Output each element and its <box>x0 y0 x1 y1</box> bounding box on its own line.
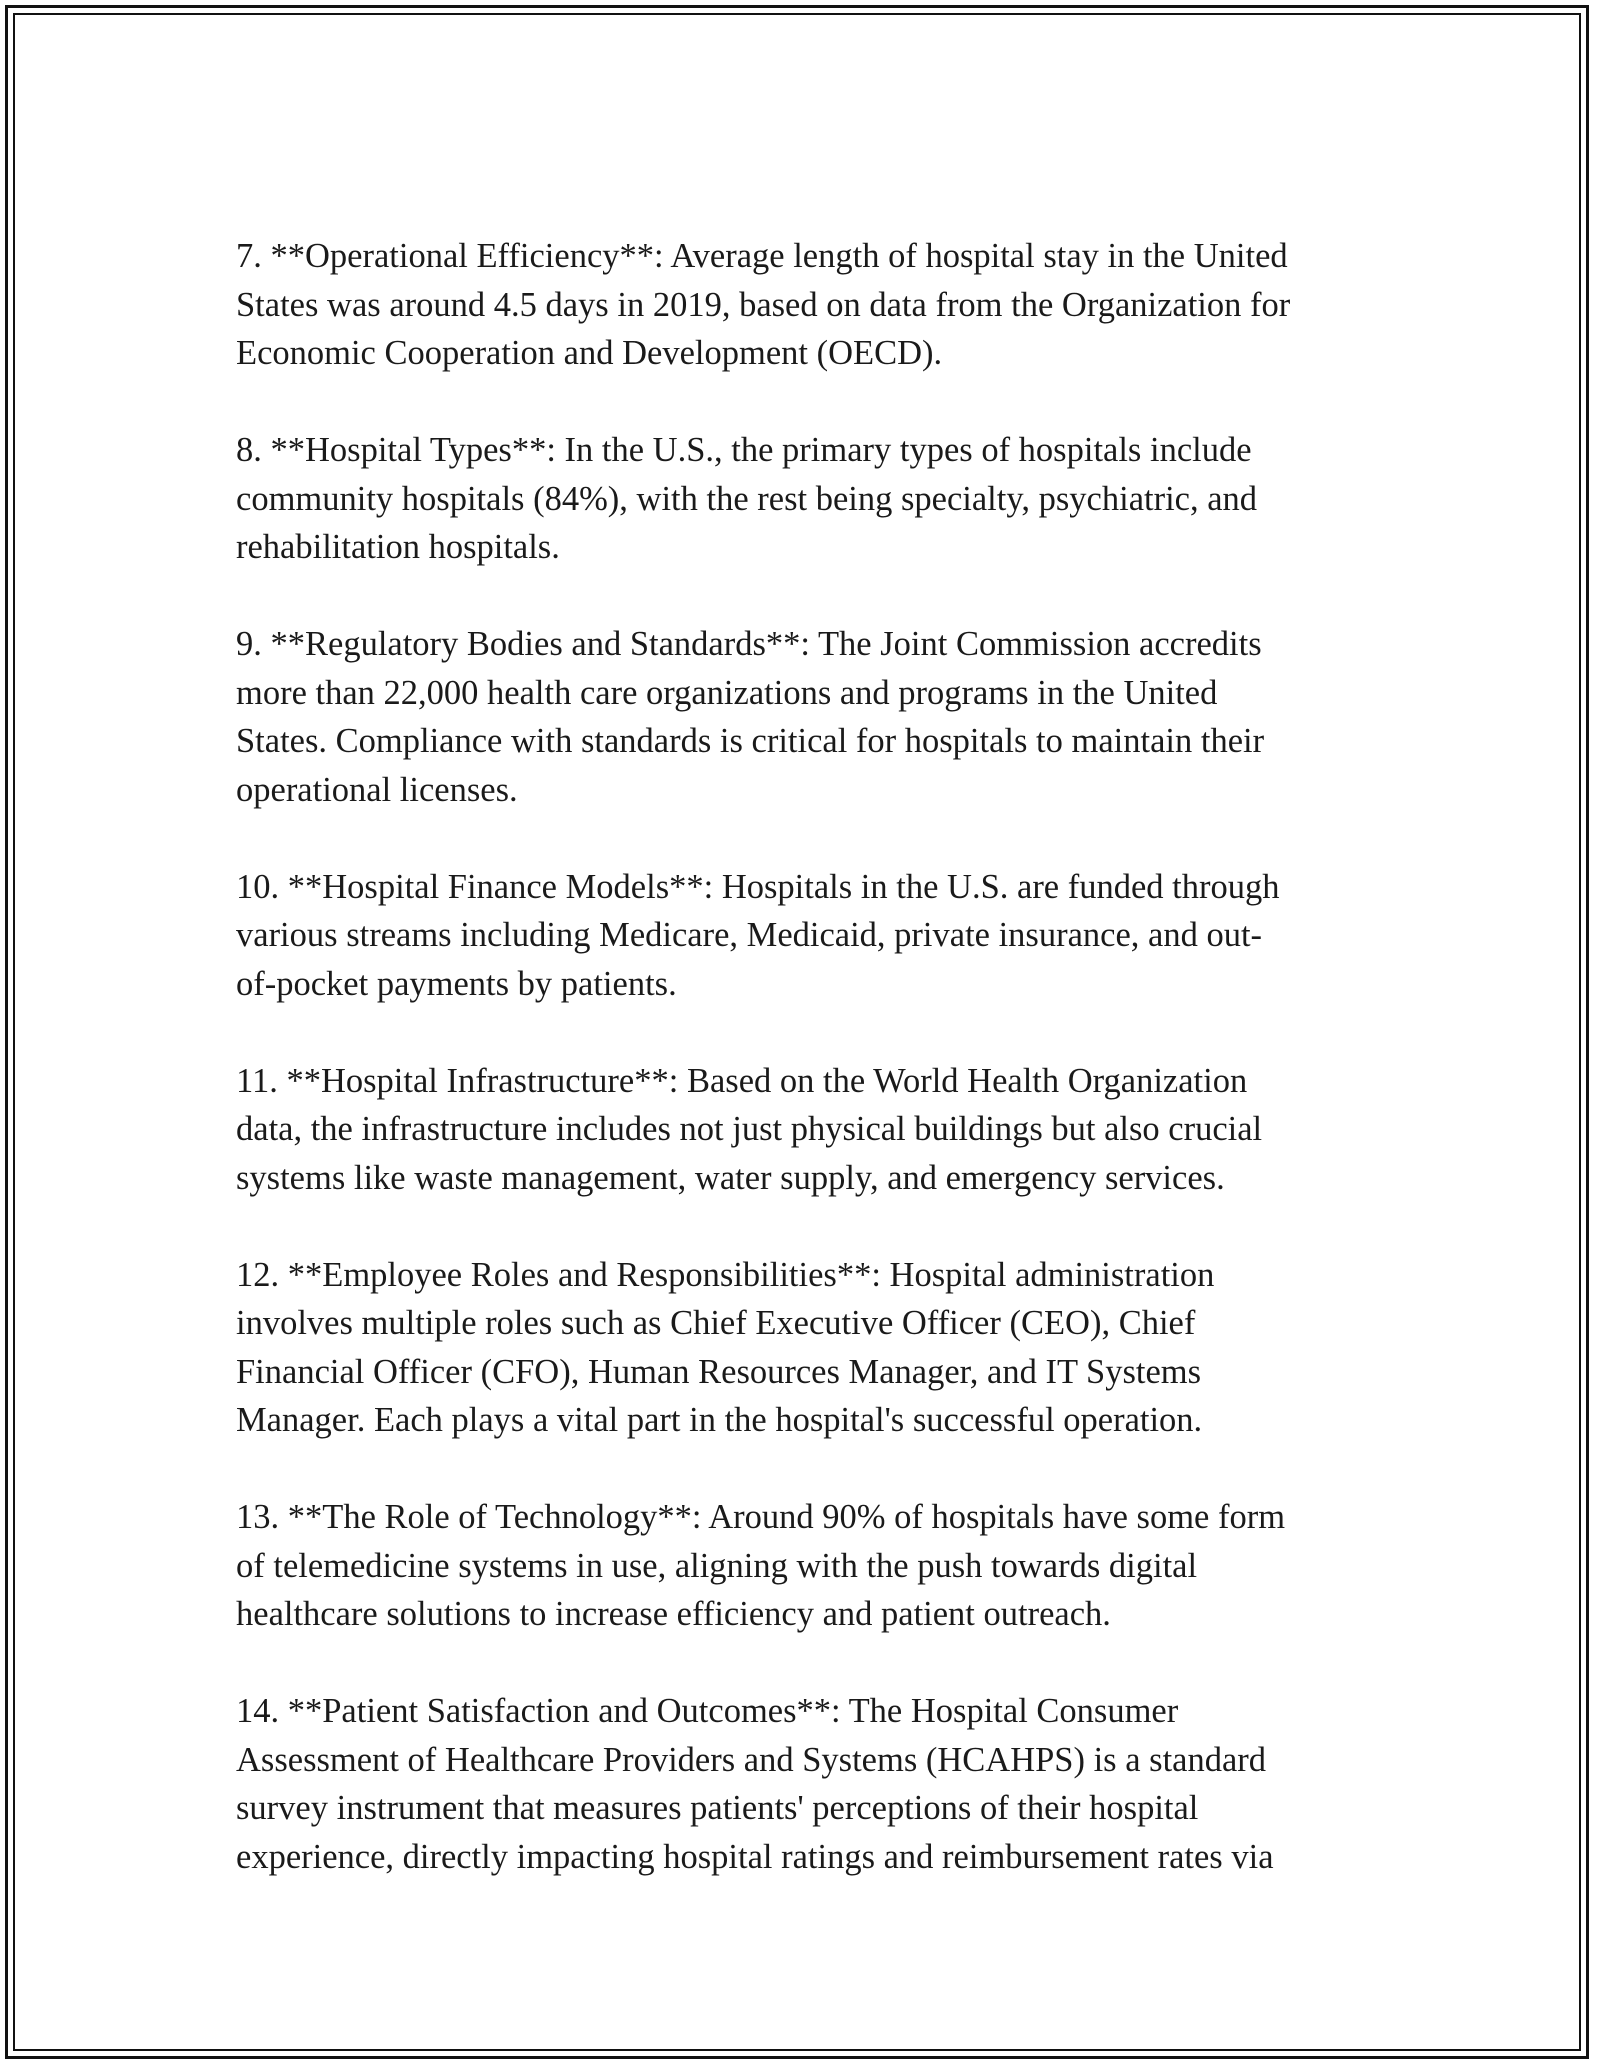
text-line: 11. **Hospital Infrastructure**: Based on the World Health Organization <box>236 1061 1248 1100</box>
text-line: 7. **Operational Efficiency**: Average length of hospital stay in the United <box>236 237 1288 275</box>
text-line: involves multiple roles such as Chief Executive Officer (CEO), Chief <box>236 1304 1196 1342</box>
text-line: healthcare solutions to increase efficiency and patient outreach. <box>236 1595 1111 1633</box>
text-line: data, the infrastructure includes not just physical buildings but also crucial <box>236 1110 1263 1148</box>
paragraph-technology <box>236 1493 1376 1639</box>
text-line: operational licenses. <box>236 770 518 809</box>
text-line: 8. **Hospital Types**: In the U.S., the primary types of hospitals include <box>236 431 1252 469</box>
paragraph-regulatory-bodies <box>236 620 1376 814</box>
text-line: 14. **Patient Satisfaction and Outcomes**: The Hospital Consumer <box>236 1692 1179 1730</box>
paragraph-infrastructure <box>236 1057 1376 1203</box>
text-line: various streams including Medicare, Medicaid, private insurance, and out- <box>236 916 1263 954</box>
paragraph-employee-roles <box>236 1251 1376 1445</box>
text-line: 9. **Regulatory Bodies and Standards**: The Joint Commission accredits <box>236 625 1262 663</box>
paragraph-patient-satisfaction <box>236 1687 1376 1881</box>
paragraph-hospital-types <box>236 426 1376 572</box>
text-line: Assessment of Healthcare Providers and Systems (HCAHPS) is a standard <box>236 1740 1267 1779</box>
text-line: survey instrument that measures patients' perceptions of their hospital <box>236 1789 1199 1827</box>
text-line: 13. **The Role of Technology**: Around 90% of hospitals have some form <box>236 1498 1286 1536</box>
text-line: States was around 4.5 days in 2019, based on data from the Organization for <box>236 285 1291 324</box>
text-line: systems like waste management, water supply, and emergency services. <box>236 1158 1225 1197</box>
document-body <box>236 232 1376 1930</box>
text-line: States. Compliance with standards is critical for hospitals to maintain their <box>236 722 1265 760</box>
text-line: more than 22,000 health care organizations and programs in the United <box>236 673 1218 712</box>
text-line: Economic Cooperation and Development (OECD). <box>236 334 943 372</box>
text-line: community hospitals (84%), with the rest being specialty, psychiatric, and <box>236 479 1258 518</box>
paragraph-operational-efficiency <box>236 232 1376 378</box>
text-line: of-pocket payments by patients. <box>236 964 677 1003</box>
text-line: experience, directly impacting hospital ratings and reimbursement rates via <box>236 1837 1274 1876</box>
text-line: of telemedicine systems in use, aligning with the push towards digital <box>236 1546 1198 1585</box>
text-line: Financial Officer (CFO), Human Resources Manager, and IT Systems <box>236 1352 1202 1391</box>
text-line: 10. **Hospital Finance Models**: Hospitals in the U.S. are funded through <box>236 867 1280 906</box>
paragraph-finance-models <box>236 863 1376 1009</box>
text-line: 12. **Employee Roles and Responsibilities**: Hospital administration <box>236 1255 1215 1294</box>
text-line: Manager. Each plays a vital part in the hospital's successful operation. <box>236 1401 1203 1439</box>
text-line: rehabilitation hospitals. <box>236 528 560 566</box>
